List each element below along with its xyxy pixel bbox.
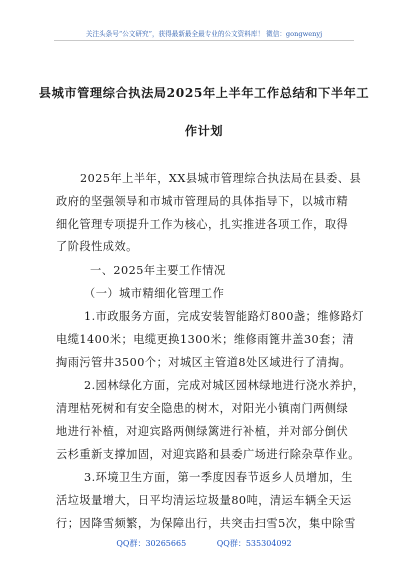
body-line: 3.环境卫生方面，第一季度因春节返乡人员增加，生 [84,471,353,484]
body-line: 活垃圾量增大，日平均清运垃圾量80吨，清运车辆全天运 [56,494,352,507]
qq-group-2: QQ群：535304092 [216,539,292,548]
body-line: 政府的坚强领导和市城市管理局的具体指导下，以城市精 [56,195,349,208]
body-line: 云杉重新支撑加固，对迎宾路和县委广场进行除杂草作业。 [56,448,360,461]
qq-group-1: QQ群：30265665 [116,539,187,548]
body-line: 清理枯死树和有安全隐患的树木，对阳光小镇南门两侧绿 [56,402,349,415]
body-line: 2.园林绿化方面，完成对城区园林绿地进行浇水养护， [84,379,365,392]
body-line: 细化管理专项提升工作为核心，扎实推进各项工作，取得 [56,218,349,231]
section-heading: 一、2025年主要工作情况 [90,264,226,277]
promo-banner: 关注头条号“公文研究”，获得最新最全最专业的公文资料库！ 微信：gongwenyj [85,30,323,38]
footer-contact [0,538,408,549]
body-line: 1.市政服务方面，完成安装智能路灯800盏；维修路灯 [84,310,364,323]
body-line: 地进行补植，对迎宾路两侧绿篱进行补植，并对部分倒伏 [56,425,349,438]
body-line: 2025年上半年，XX县城市管理综合执法局在县委、县 [80,172,362,185]
body-line: 行；因降雪频繁，为保障出行，共突击扫雪5次，集中除雪 [56,517,356,530]
document-title-line-2: 作计划 [184,124,224,138]
header-divider [54,40,354,41]
body-line: 掏雨污管井3500个；对城区主管道8处区域进行了清掏。 [56,356,352,369]
body-line: 了阶段性成效。 [56,240,138,253]
document-title-line-1: 县城市管理综合执法局2025年上半年工作总结和下半年工 [38,86,370,100]
subsection-heading: （一）城市精细化管理工作 [84,287,225,300]
body-line: 电缆1400米；电缆更换1300米；维修雨篦井盖30套；清 [56,333,355,346]
